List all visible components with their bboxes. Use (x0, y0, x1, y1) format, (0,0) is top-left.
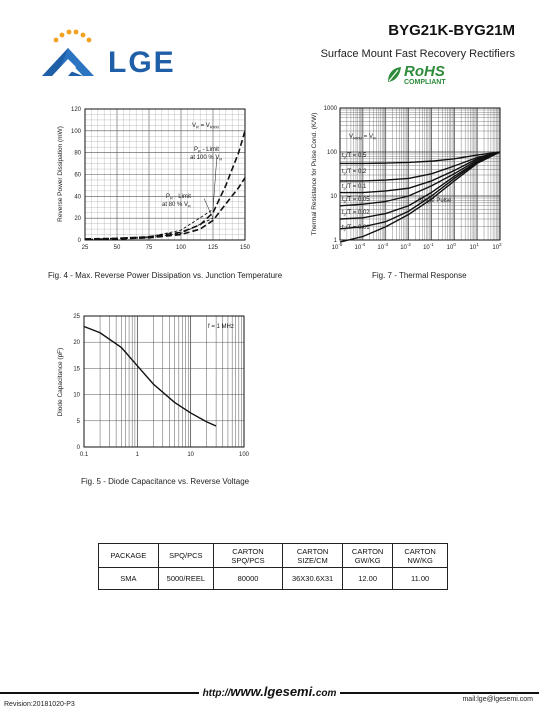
fig4-leader-p80 (204, 199, 213, 219)
fig4-ytick: 20 (74, 216, 81, 223)
footer-email[interactable]: mail:lge@lgesemi.com (462, 696, 533, 703)
part-title: BYG21K-BYG21M (388, 22, 515, 39)
table-cell: 80000 (213, 568, 282, 590)
company-logo (38, 26, 188, 82)
fig7-ylabel: Thermal Resistance for Pulse Cond. (K/W) (311, 112, 318, 236)
fig4-xtick: 100 (175, 245, 187, 251)
rohs-label: RoHS (404, 63, 445, 80)
fig7-duty-2: $t_p/T = 0.1$ (342, 184, 367, 191)
logo-text: LGE (108, 46, 176, 79)
table-cell: 12.00 (343, 568, 393, 590)
fig4-xtick: 50 (113, 245, 121, 251)
fig7-xtick: $10^1$ (469, 242, 479, 251)
fig5-ytick: 5 (76, 418, 80, 425)
fig7-ytick: 1000 (323, 106, 337, 112)
fig7-duty-3: $t_p/T = 0.05$ (342, 197, 370, 204)
table-header-cell: CARTON SIZE/CM (283, 544, 343, 568)
fig4-ann-p80: $P_R$ - Limit (166, 194, 191, 201)
fig4-ytick: 100 (70, 128, 81, 135)
fig7-duty-1: $t_p/T = 0.2$ (342, 169, 367, 176)
fig7-caption: Fig. 7 - Thermal Response (372, 271, 467, 280)
fig4-caption: Fig. 4 - Max. Reverse Power Dissipation vs. Junction Temperature (48, 271, 283, 280)
fig7-xtick: $10^{-4}$ (354, 242, 366, 251)
fig4-ytick: 0 (77, 238, 81, 244)
fig5-caption: Fig. 5 - Diode Capacitance vs. Reverse Voltage (81, 477, 250, 486)
leaf-icon (386, 66, 402, 84)
fig5-grid (84, 316, 244, 447)
fig5-ytick: 25 (73, 314, 80, 320)
fig4-xtick: 150 (239, 245, 251, 251)
fig7-xtick: $10^0$ (446, 242, 456, 251)
fig4-leader-p100 (213, 157, 217, 209)
rohs-badge (386, 64, 476, 88)
fig4-ytick: 120 (70, 107, 81, 113)
fig5-ann-f: f = 1 MHz (208, 324, 234, 330)
footer-url[interactable] (0, 683, 539, 701)
revision-text: Revision:20181020-P3 (4, 701, 75, 708)
fig5-xtick: 10 (187, 452, 195, 458)
fig5-curves (84, 326, 216, 426)
fig4-xtick: 75 (145, 245, 153, 251)
fig4-ytick: 40 (74, 194, 81, 201)
fig7-xtick: $10^2$ (492, 242, 502, 251)
fig7-chart (305, 100, 515, 260)
fig4-ytick: 80 (74, 150, 81, 157)
fig4-ylabel: Reverse Power Dissipation (mW) (57, 126, 64, 222)
fig7-xtick: $10^{-5}$ (331, 242, 343, 251)
subtitle: Surface Mount Fast Recovery Rectifiers (320, 48, 515, 60)
package-table-header-row (99, 544, 448, 568)
table-cell: 5000/REEL (158, 568, 213, 590)
fig4-chart (50, 100, 260, 260)
fig4-grid (85, 109, 245, 240)
fig7-xtick: $10^{-3}$ (377, 242, 389, 251)
fig4-ann-p80-at: at 80 % $V_R$ (162, 202, 191, 209)
fig5-frame (84, 316, 244, 447)
fig5-xtick: 1 (135, 452, 140, 458)
fig4-series-line (85, 178, 245, 240)
fig7-duty-5: $t_p/T = 0.01$ (342, 225, 370, 232)
fig4-ytick: 60 (74, 172, 81, 179)
fig5-xtick: 100 (238, 452, 250, 458)
fig4-xtick: 25 (81, 245, 89, 251)
fig7-ytick: 100 (326, 150, 337, 156)
fig7-ytick: 1 (333, 238, 337, 244)
fig7-duty-0: $t_p/T = 0.5$ (342, 153, 367, 160)
table-header-cell: SPQ/PCS (158, 544, 213, 568)
fig7-duty-4: $t_p/T = 0.02$ (342, 210, 370, 217)
table-cell: SMA (99, 568, 159, 590)
rohs-sub: COMPLIANT (404, 79, 446, 86)
fig5-series-line (84, 326, 216, 426)
fig4-ann-p100: $P_R$ - Limit (194, 147, 219, 154)
fig5-ytick: 10 (73, 392, 80, 399)
table-header-cell: CARTON NW/KG (393, 544, 448, 568)
footer-url-text[interactable]: http://www.lgesemi.com (199, 683, 341, 700)
fig5-ytick: 0 (76, 445, 80, 451)
fig5-ytick: 15 (73, 366, 80, 373)
fig5-chart (50, 308, 260, 468)
table-header-cell: CARTON GW/KG (343, 544, 393, 568)
fig7-xtick: $10^{-2}$ (400, 242, 411, 251)
table-cell: 36X30.6X31 (283, 568, 343, 590)
fig7-ytick: 10 (330, 194, 337, 200)
fig4-ann-vr: $V_R = V_{RRM}$ (192, 123, 219, 130)
fig5-ylabel: Diode Capacitance (pF) (57, 347, 64, 417)
package-table (98, 543, 448, 590)
table-row (99, 568, 448, 590)
fig4-xtick: 125 (207, 245, 219, 251)
fig5-tick-labels (73, 314, 249, 458)
table-header-cell: PACKAGE (99, 544, 159, 568)
fig7-ann-single: Single Pulse (418, 198, 452, 204)
fig5-ytick: 20 (73, 340, 80, 347)
fig4-series-line (85, 131, 245, 239)
fig4-ann-p100-at: at 100 % $V_R$ (190, 155, 223, 162)
table-header-cell: CARTON SPQ/PCS (213, 544, 282, 568)
fig5-xtick: 0.1 (79, 452, 89, 458)
fig7-xtick: $10^{-1}$ (423, 242, 434, 251)
table-cell: 11.00 (393, 568, 448, 590)
fig7-ann-vrrm: $V_{RRM} = V_R$ (349, 134, 376, 141)
logo-emblem-icon (38, 26, 98, 80)
